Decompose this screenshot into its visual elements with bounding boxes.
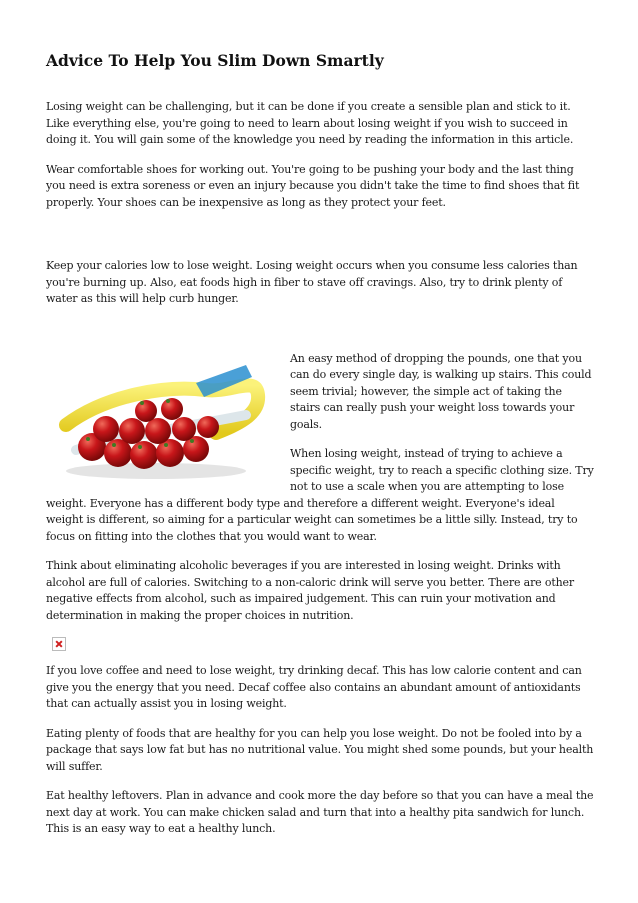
tomatoes-tape-illustration: [46, 355, 280, 483]
paragraph-stairs: An easy method of dropping the pounds, one that you can do every single day, is walking up stairs. This could seem trivial; however, the simple act of taking the stairs can really push your weight loss towards your goals.: [290, 351, 592, 431]
tomatoes-measuring-tape-image: [46, 355, 280, 483]
paragraph-healthy-foods: Eating plenty of foods that are healthy for you can help you lose weight. Do not be fooled into by a package that says low fat but has no nutritional value. You might shed some pounds, but your health will suffer.: [46, 726, 594, 773]
paragraph-shoes: Wear comfortable shoes for working out. You're going to be pushing your body and the last thing you need is extra soreness or even an injury because you didn't take the time to find shoes that fit properly. Your shoes can be inexpensive as long as they protect your feet.: [46, 162, 580, 209]
blank-space: [46, 321, 594, 351]
blank-space: [46, 224, 594, 258]
document-page: [46, 50, 594, 851]
document-title: Advice To Help You Slim Down Smartly: [46, 51, 384, 70]
paragraph-calories: Keep your calories low to lose weight. Losing weight occurs when you consume less calories than you're burning up. Also, eat foods high in fiber to stave off cravings. Also, try to drink plenty of water as this will help curb hunger.: [46, 259, 578, 305]
shadow: [66, 463, 246, 479]
broken-image-icon: [52, 637, 66, 651]
paragraph-clothing-size: When losing weight, instead of trying to achieve a specific weight, try to reach a specific clothing size. Try not to use a scale when you are attempting to lose weight. Everyone has a different body type and therefore a different weight. Everyone's ideal weight is different, so aiming for a particular weight can sometimes be a little silly. Instead, try to focus on fitting into the clothes that you would want to wear.: [46, 447, 594, 543]
paragraph-intro: Losing weight can be challenging, but it can be done if you create a sensible plan and stick to it. Like everything else, you're going to need to learn about losing weight if you wish to succeed in doing it. You will gain some of the knowledge you need by reading the information in this article.: [46, 100, 574, 146]
paragraph-coffee: If you love coffee and need to lose weight, try drinking decaf. This has low calorie content and can give you the energy that you need. Decaf coffee also contains an abundant amount of antioxidants that can actually assist you in losing weight.: [46, 664, 582, 710]
paragraph-alcohol: Think about eliminating alcoholic beverages if you are interested in losing weight. Drinks with alcohol are full of calories. Switching to a non-caloric drink will serve you better. There are other negative effects from alcohol, such as impaired judgement. This can ruin your motivation and determination in making the proper choices in nutrition.: [46, 559, 575, 622]
paragraph-leftovers: Eat healthy leftovers. Plan in advance and cook more the day before so that you can have a meal the next day at work. You can make chicken salad and turn that into a healthy pita sandwich for lunch. This is an easy way to eat a healthy lunch.: [46, 789, 594, 835]
